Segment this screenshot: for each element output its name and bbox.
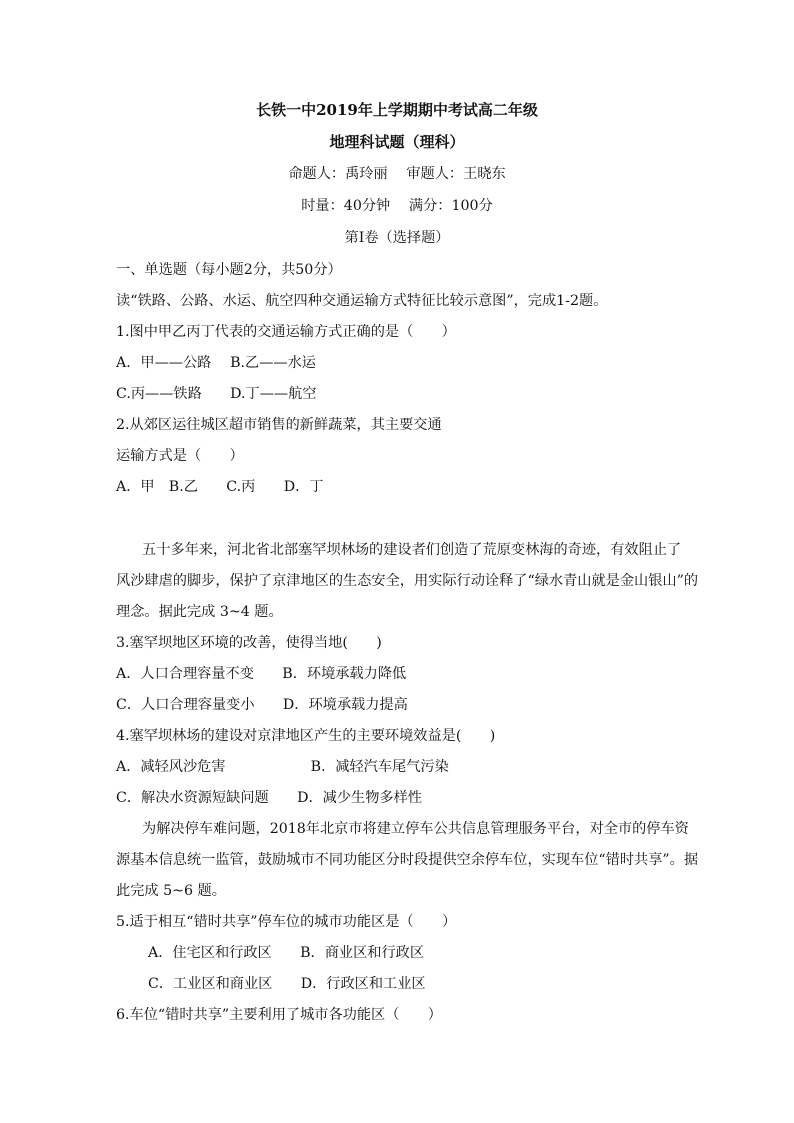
q4-options-row1: A．减轻风沙危害 B．减轻汽车尾气污染	[116, 759, 449, 775]
q1-options-row1: A．甲——公路 B.乙——水运	[116, 355, 316, 371]
q2-options: A．甲 B.乙 C.丙 D．丁	[116, 479, 324, 495]
q5-stem: 5.适于相互“错时共享”停车位的城市功能区是（ ）	[116, 914, 457, 930]
exam-authors: 命题人：禹玲丽 审题人：王晓东	[288, 166, 506, 182]
exam-volume-heading: 第Ⅰ卷（选择题）	[344, 230, 450, 246]
q3-options-row2: C．人口合理容量变小 D．环境承载力提高	[116, 697, 408, 713]
q3-options-row1: A．人口合理容量不变 B．环境承载力降低	[116, 666, 407, 682]
passage2-line1: 五十多年来，河北省北部塞罕坝林场的建设者们创造了荒原变林海的奇迹，有效阻止了	[142, 542, 682, 558]
q1-stem: 1.图中甲乙丙丁代表的交通运输方式正确的是（ ）	[116, 324, 456, 340]
passage3-line1: 为解决停车难问题，2018年北京市将建立停车公共信息管理服务平台，对全市的停车资	[142, 821, 689, 837]
q3-stem: 3.塞罕坝地区环境的改善，使得当地( )	[116, 635, 382, 651]
section-heading: 一、单选题（每小题2分，共50分）	[116, 262, 342, 278]
passage2-line2: 风沙肆虐的脚步，保护了京津地区的生态安全，用实际行动诠释了“绿水青山就是金山银山”的	[116, 573, 699, 589]
passage3-line2: 源基本信息统一监管，鼓励城市不同功能区分时段提供空余停车位，实现车位“错时共享”。据	[116, 852, 699, 868]
intro-q1-2: 读“铁路、公路、水运、航空四种交通运输方式特征比较示意图”，完成1-2题。	[116, 293, 608, 309]
exam-title: 长铁一中2019年上学期期中考试高二年级	[256, 101, 538, 119]
q2-stem-line1: 2.从郊区运往城区超市销售的新鲜蔬菜，其主要交通	[116, 417, 442, 433]
q4-stem: 4.塞罕坝林场的建设对京津地区产生的主要环境效益是( )	[116, 728, 496, 744]
q1-options-row2: C.丙——铁路 D.丁——航空	[116, 386, 317, 402]
q2-stem-line2: 运输方式是（ ）	[116, 448, 244, 464]
passage2-line3: 理念。据此完成 3~4 题。	[116, 604, 283, 620]
exam-subtitle: 地理科试题（理科）	[329, 133, 465, 151]
q6-stem: 6.车位“错时共享”主要利用了城市各功能区（ ）	[116, 1007, 442, 1023]
passage3-line3: 此完成 5~6 题。	[116, 883, 226, 899]
exam-time-score: 时量：40分钟 满分：100分	[301, 198, 493, 214]
q5-options-row1: A．住宅区和行政区 B．商业区和行政区	[148, 945, 425, 961]
q4-options-row2: C．解决水资源短缺问题 D．减少生物多样性	[116, 790, 422, 806]
q5-options-row2: C．工业区和商业区 D．行政区和工业区	[148, 976, 426, 992]
